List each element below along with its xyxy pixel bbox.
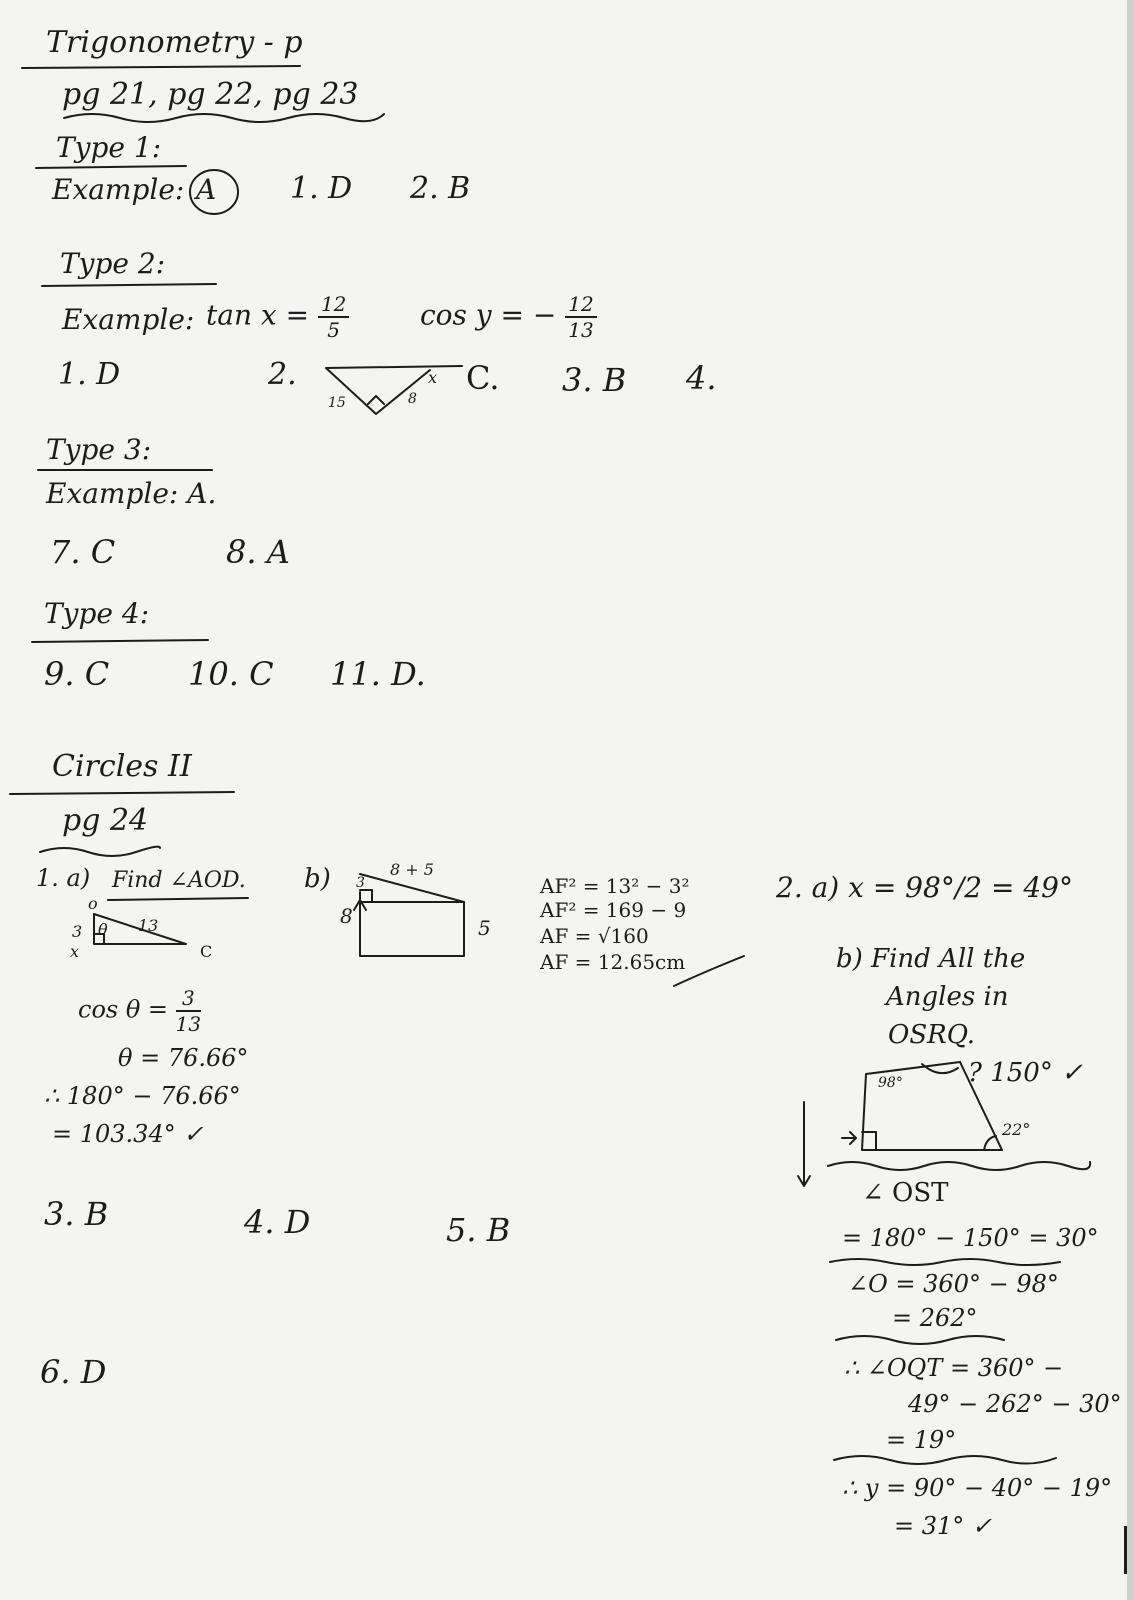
tan-denominator: 5	[327, 318, 341, 342]
type3-example: Example: A.	[46, 477, 217, 510]
circles-title-underline	[10, 792, 234, 794]
answer-3: 3. B	[44, 1195, 109, 1233]
cos-fraction	[565, 294, 596, 340]
q1a-tri-x: x	[70, 942, 80, 961]
type3-answer-7: 7. C	[50, 533, 116, 571]
q1b-small-label: 3	[356, 875, 365, 891]
type2-answer-2-number: 2.	[268, 357, 297, 392]
type1-underline	[36, 166, 186, 168]
type2-cos	[420, 294, 597, 340]
type4-heading: Type 4:	[44, 597, 150, 630]
q2b-line-1: b) Find All the	[836, 944, 1026, 974]
q1b-rectangle	[360, 892, 464, 956]
q2-down-arrow	[798, 1102, 810, 1186]
circles-page-wavy	[40, 847, 160, 856]
q2-angle-22: 22°	[1002, 1120, 1031, 1139]
q2-wavy-1	[828, 1162, 1090, 1170]
type2-underline	[42, 284, 216, 286]
q1a-step-2: = 103.34° ✓	[52, 1120, 204, 1148]
q1b-af-2: AF² = 169 − 9	[540, 898, 687, 922]
q1a-cos-denominator: 13	[175, 1012, 202, 1036]
q1a-task-underline	[108, 898, 248, 900]
circles-page: pg 24	[62, 803, 149, 838]
type1-example-label: Example:	[52, 173, 185, 206]
q1b-af-4: AF = 12.65cm	[540, 950, 686, 974]
type2-right-angle	[368, 396, 384, 404]
q1a-cos-fraction	[176, 988, 201, 1034]
q2-o-result: = 262°	[892, 1304, 978, 1332]
type3-answer-8: 8. A	[226, 533, 290, 571]
type1-heading: Type 1:	[56, 131, 162, 164]
answer-4: 4. D	[244, 1203, 311, 1241]
type1-answer-2: 2. B	[410, 171, 471, 206]
type2-triangle-left-label: 15	[328, 395, 346, 411]
q2-ost-calc: = 180° − 150° = 30°	[842, 1224, 1099, 1252]
q1a-tri-hyp: 13	[138, 916, 159, 935]
tan-numerator: 12	[318, 294, 349, 318]
q1b-right-label: 5	[478, 916, 491, 940]
tan-lhs: tan x =	[206, 298, 310, 332]
q2-right-angle	[862, 1132, 876, 1150]
q1a-tri-o: o	[88, 894, 98, 913]
q1a-task: Find ∠AOD.	[112, 868, 246, 893]
trig-title: Trigonometry - p	[46, 25, 303, 60]
cos-denominator: 13	[568, 318, 594, 342]
q2-wavy-3	[834, 1456, 1056, 1464]
q2-angle-98: 98°	[878, 1075, 903, 1091]
pages-wavy-underline	[64, 114, 384, 122]
answer-6: 6. D	[40, 1353, 107, 1391]
q2b-line-3: OSRQ.	[888, 1020, 975, 1050]
type2-answer-4: 4.	[686, 359, 717, 397]
type2-triangle-right-label: 8	[408, 391, 417, 407]
type1-answer-1: 1. D	[290, 171, 353, 206]
tan-fraction	[318, 294, 349, 340]
type4-answer-9: 9. C	[44, 655, 110, 693]
q2-underline-ost	[830, 1259, 1060, 1265]
q2-angle-150: ? 150° ✓	[968, 1058, 1083, 1088]
q1b-top-label: 8 + 5	[390, 860, 434, 879]
q2-oqt-3: = 19°	[886, 1426, 957, 1454]
q1a-step-1: ∴ 180° − 76.66°	[44, 1082, 241, 1110]
q2-ost: ∠ OST	[862, 1178, 949, 1208]
q1a-theta: θ = 76.66°	[118, 1044, 249, 1072]
page-edge-shadow	[1127, 0, 1133, 1600]
trig-title-underline	[22, 66, 300, 68]
q1a-label: 1. a)	[36, 864, 91, 892]
trig-pages: pg 21, pg 22, pg 23	[62, 77, 359, 112]
q1a-cos	[78, 988, 201, 1034]
q2-arrow	[842, 1132, 856, 1144]
q2-y-1: ∴ y = 90° − 40° − 19°	[842, 1474, 1113, 1502]
q2-angle-arc	[922, 1064, 958, 1073]
q1b-left-label: 8	[340, 904, 353, 928]
q2-oqt-1: ∴ ∠OQT = 360° −	[844, 1354, 1064, 1382]
q2-y-2: = 31° ✓	[894, 1512, 993, 1540]
q1b-right-angle	[360, 890, 372, 902]
q1b-af-3: AF = √160	[540, 924, 649, 948]
type2-heading: Type 2:	[60, 247, 166, 280]
q2-angle-22-arc	[984, 1136, 996, 1150]
q1a-cos-lhs: cos θ =	[78, 995, 169, 1024]
type2-answer-2: C.	[466, 359, 500, 397]
cos-lhs: cos y = −	[420, 298, 557, 332]
q1a-tri-theta: θ	[98, 920, 108, 939]
type2-triangle-angle-label: x	[428, 368, 438, 387]
type2-answer-1: 1. D	[58, 357, 121, 392]
type2-example-label: Example:	[62, 303, 195, 336]
type4-answer-10: 10. C	[188, 655, 274, 693]
type4-underline	[32, 640, 208, 642]
q2b-line-2: Angles in	[886, 982, 1009, 1012]
q2-wavy-2	[836, 1336, 1004, 1344]
q1b-label: b)	[304, 864, 331, 894]
q2a: 2. a) x = 98°/2 = 49°	[776, 871, 1073, 904]
q1b-arrow	[354, 900, 366, 910]
type1-example-answer: A	[196, 173, 217, 206]
type2-triangle	[326, 366, 462, 414]
circles-title: Circles II	[52, 749, 192, 784]
type2-answer-3: 3. B	[562, 361, 627, 399]
q2-o-calc: ∠O = 360° − 98°	[848, 1270, 1059, 1298]
q2-oqt-2: 49° − 262° − 30°	[908, 1390, 1122, 1418]
q1b-af-1: AF² = 13² − 3²	[540, 874, 690, 898]
type3-heading: Type 3:	[46, 433, 152, 466]
q1a-cos-numerator: 3	[176, 988, 201, 1012]
type4-answer-11: 11. D.	[330, 655, 426, 693]
answer-5: 5. B	[446, 1211, 511, 1249]
q1a-tri-side: 3	[72, 922, 83, 941]
cos-numerator: 12	[565, 294, 596, 318]
type2-tan	[206, 294, 349, 340]
q1a-tri-c: C	[200, 942, 213, 961]
